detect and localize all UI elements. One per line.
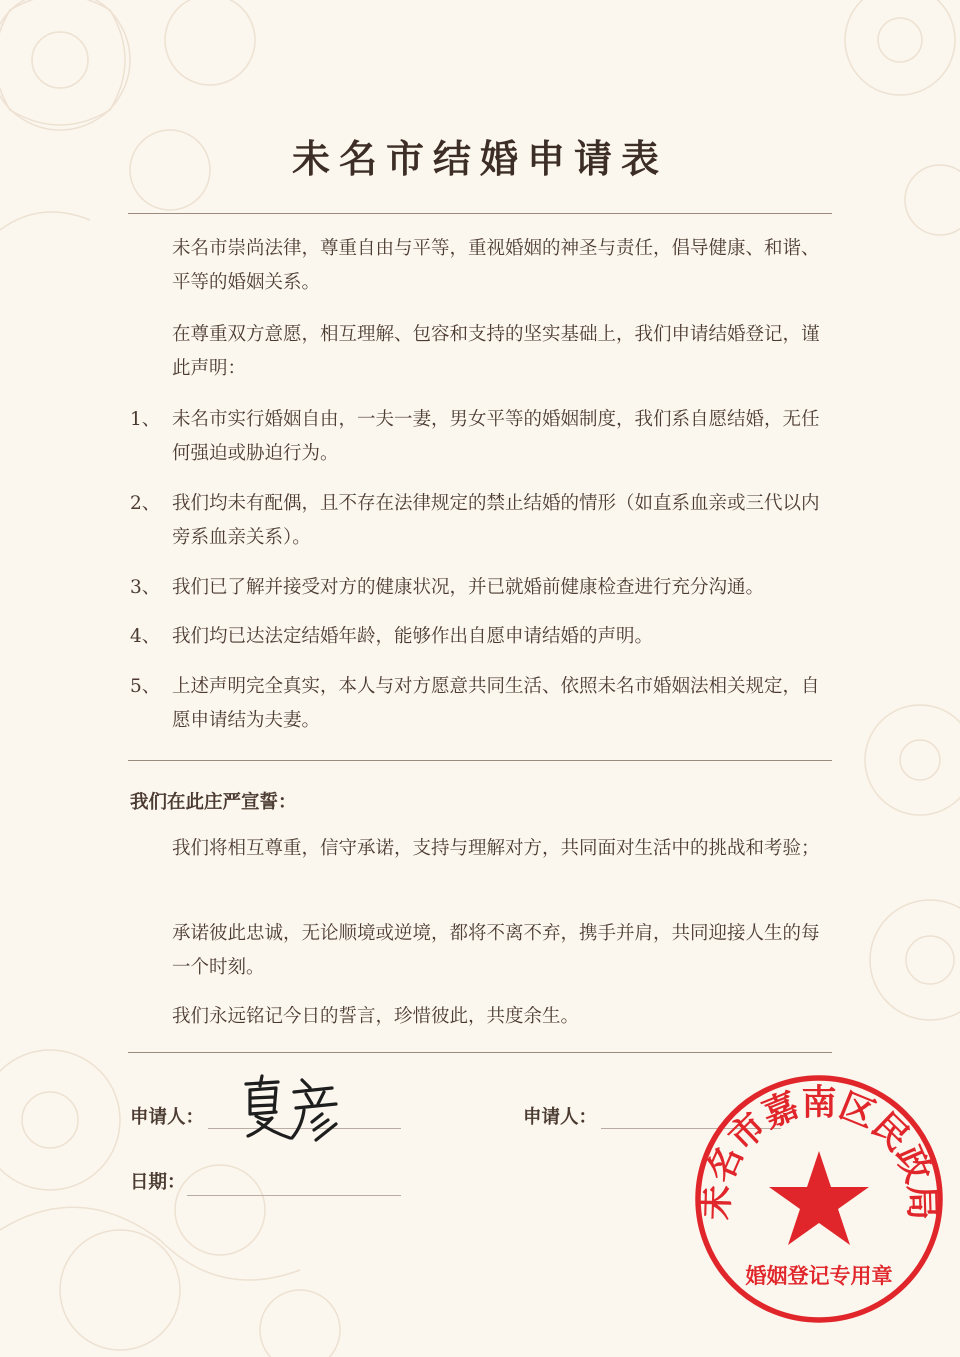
declaration-item: 我们均未有配偶，且不存在法律规定的禁止结婚的情形（如直系血亲或三代以内旁系血亲关系）。 — [172, 493, 820, 548]
page-title: 未名市结婚申请表 — [291, 136, 668, 181]
applicant-1-signature — [232, 1068, 352, 1148]
declaration-number: 3、 — [130, 577, 161, 598]
divider — [128, 213, 832, 214]
date-label: 日期： — [130, 1172, 186, 1193]
oath-paragraph: 我们永远铭记今日的誓言，珍惜彼此，共度余生。 — [172, 1006, 580, 1027]
date-field — [187, 1195, 401, 1196]
declaration-item: 未名市实行婚姻自由，一夫一妻，男女平等的婚姻制度，我们系自愿结婚，无任何强迫或胁迫行为。 — [172, 409, 820, 464]
declaration-number: 2、 — [130, 493, 161, 514]
applicant-label: 申请人： — [130, 1107, 205, 1128]
official-seal — [693, 1073, 945, 1325]
oath-paragraph: 我们将相互尊重，信守承诺，支持与理解对方，共同面对生活中的挑战和考验； — [172, 838, 820, 859]
divider — [128, 1052, 832, 1053]
seal-inner-text: 婚姻登记专用章 — [745, 1263, 893, 1288]
divider — [128, 760, 832, 761]
oath-heading: 我们在此庄严宣誓： — [130, 792, 297, 813]
declaration-number: 1、 — [130, 409, 161, 430]
declaration-number: 5、 — [130, 676, 161, 697]
intro-paragraph: 在尊重双方意愿，相互理解、包容和支持的坚实基础上，我们申请结婚登记，谨此声明： — [172, 324, 820, 379]
declaration-number: 4、 — [130, 626, 161, 647]
intro-paragraph: 未名市崇尚法律，尊重自由与平等，重视婚姻的神圣与责任，倡导健康、和谐、平等的婚姻关系。 — [172, 238, 820, 293]
applicant-label: 申请人： — [523, 1107, 598, 1128]
oath-paragraph: 承诺彼此忠诚，无论顺境或逆境，都将不离不弃，携手并肩，共同迎接人生的每一个时刻。 — [172, 923, 820, 978]
seal-outer-text: 未名市嘉南区民政局 — [695, 1082, 943, 1221]
declaration-item: 我们均已达法定结婚年龄，能够作出自愿申请结婚的声明。 — [172, 626, 654, 647]
declaration-item: 我们已了解并接受对方的健康状况，并已就婚前健康检查进行充分沟通。 — [172, 577, 765, 598]
star-icon — [769, 1151, 869, 1245]
declaration-item: 上述声明完全真实，本人与对方愿意共同生活、依照未名市婚姻法相关规定，自愿申请结为夫妻。 — [172, 676, 820, 731]
